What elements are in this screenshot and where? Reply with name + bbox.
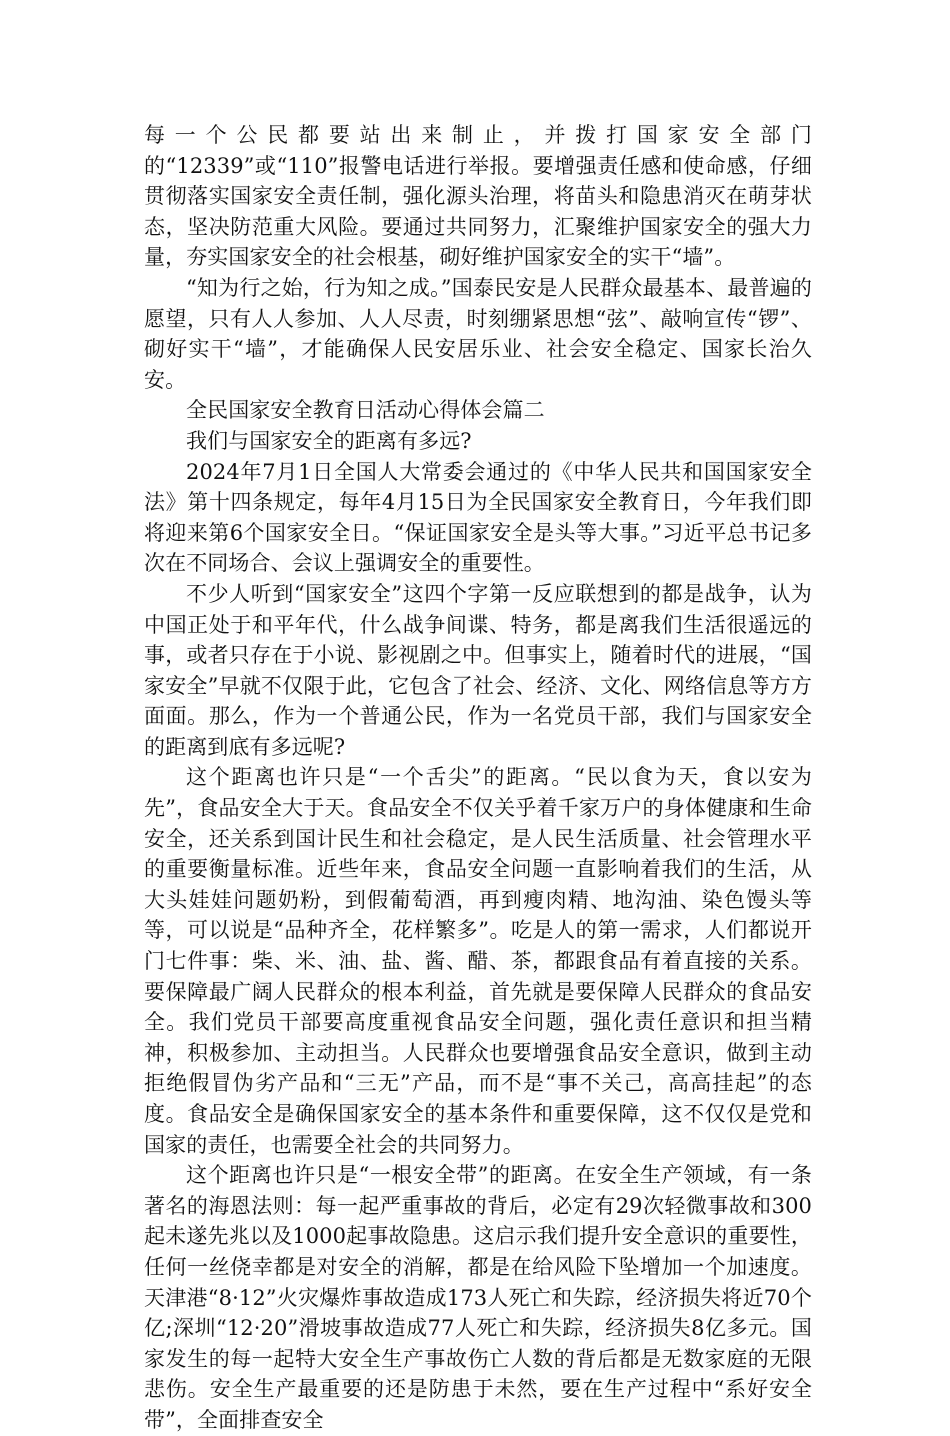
section-subtitle: 我们与国家安全的距离有多远?	[186, 428, 472, 453]
paragraph-6: 不少人听到“国家安全”这四个字第一反应联想到的都是战争，认为中国正处于和平年代，什么战争间谍、特务，都是离我们生活很遥远的事，或者只存在于小说、影视剧之中。但事实上，随着时代的进展，“国家安全”早就不仅限于此，它包含了社会、经济、文化、网络信息等方方面面。那么，作为一个普通公民，作为一名党员干部，我们与国家安全的距离到底有多远呢?	[144, 581, 812, 759]
paragraph-7: 这个距离也许只是“一个舌尖”的距离。“民以食为天，食以安为先”，食品安全大于天。食品安全不仅关乎着千家万户的身体健康和生命安全，还关系到国计民生和社会稳定，是人民生活质量、社会管理水平的重要衡量标准。近些年来，食品安全问题一直影响着我们的生活，从大头娃娃问题奶粉，到假葡萄酒，再到瘦肉精、地沟油、染色馒头等等，可以说是“品种齐全，花样繁多”。吃是人的第一需求，人们都说开门七件事：柴、米、油、盐、酱、醋、茶，都跟食品有着直接的关系。要保障最广阔人民群众的根本利益，首先就是要保障人民群众的食品安全。我们党员干部要高度重视食品安全问题，强化责任意识和担当精神，积极参加、主动担当。人民群众也要增强食品安全意识，做到主动拒绝假冒伪劣产品和“三无”产品，而不是“事不关己，高高挂起”的态度。食品安全是确保国家安全的基本条件和重要保障，这不仅仅是党和国家的责任，也需要全社会的共同努力。	[144, 765, 812, 1157]
paragraph-1: 每一个公民都要站出来制止，并拨打国家安全部门的“12339”或“110”报警电话进行举报。要增强责任感和使命感，仔细贯彻落实国家安全责任制，强化源头治理，将苗头和隐患消灭在萌芽状态，坚决防范重大风险。要通过共同努力，汇聚维护国家安全的强大力量，夯实国家安全的社会根基，砌好维护国家安全的实干“墙”。	[144, 123, 812, 270]
section-title: 全民国家安全教育日活动心得体会篇二	[186, 398, 545, 423]
document-page	[144, 120, 812, 1436]
paragraph-2: “知为行之始，行为知之成。”国泰民安是人民群众最基本、最普遍的愿望，只有人人参加、人人尽责，时刻绷紧思想“弦”、敲响宣传“锣”、砌好实干“墙”，才能确保人民安居乐业、社会安全稳定、国家长治久安。	[144, 275, 812, 392]
paragraph-5: 2024年7月1日全国人大常委会通过的《中华人民共和国国家安全法》第十四条规定，每年4月15日为全民国家安全教育日，今年我们即将迎来第6个国家安全日。“保证国家安全是头等大事。”习近平总书记多次在不同场合、会议上强调安全的重要性。	[144, 459, 812, 576]
paragraph-8: 这个距离也许只是“一根安全带”的距离。在安全生产领域，有一条著名的海恩法则：每一起严重事故的背后，必定有29次轻微事故和300起未遂先兆以及1000起事故隐患。这启示我们提升安全意识的重要性，任何一丝侥幸都是对安全的消解，都是在给风险下坠增加一个加速度。天津港“8·12”火灾爆炸事故造成173人死亡和失踪，经济损失将近70个亿;深圳“12·20”滑坡事故造成77人死亡和失踪，经济损失8亿多元。国家发生的每一起特大安全生产事故伤亡人数的背后都是无数家庭的无限悲伤。安全生产最重要的还是防患于未然，要在生产过程中“系好安全带”，全面排查安全	[144, 1163, 812, 1432]
